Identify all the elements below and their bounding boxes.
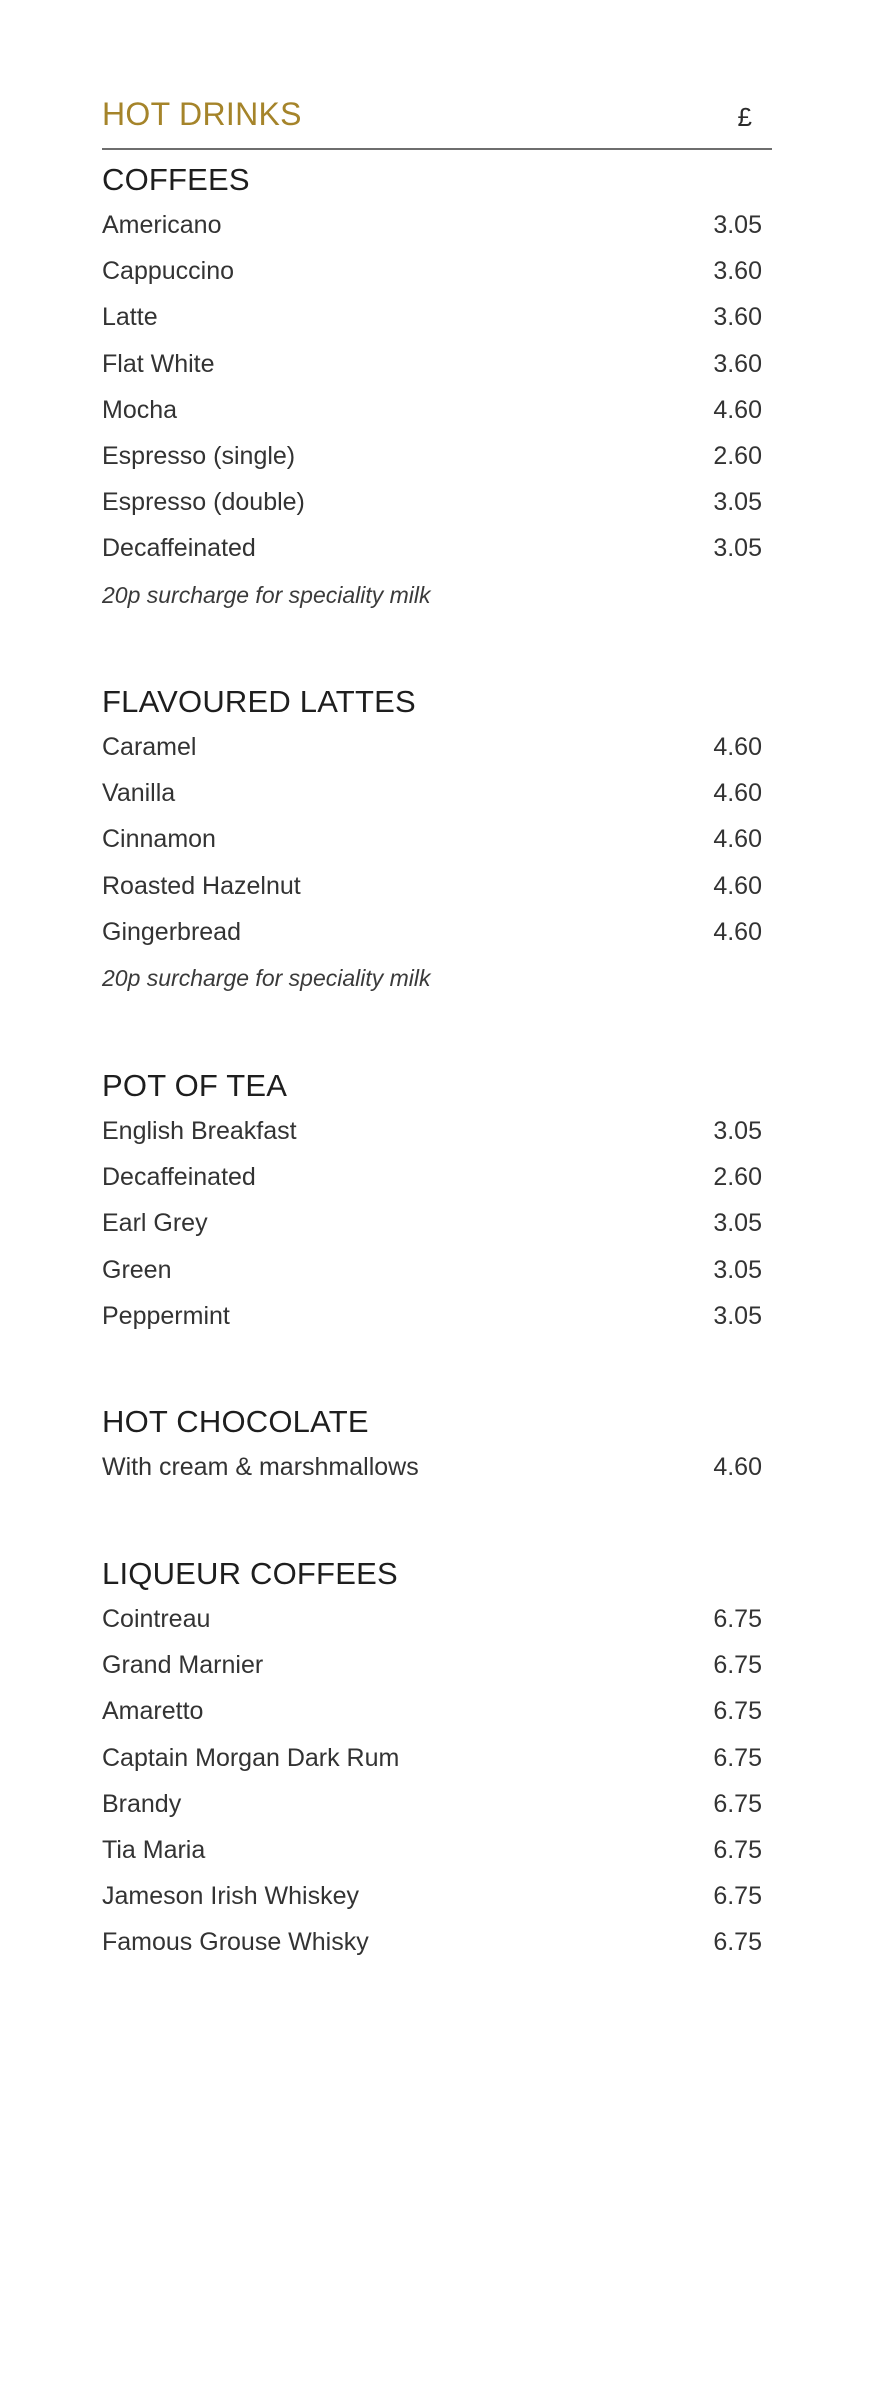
item-price: 6.75 — [713, 1697, 762, 1726]
item-name: Amaretto — [102, 1697, 204, 1726]
item-price: 6.75 — [713, 1651, 762, 1680]
item-price: 3.05 — [713, 1255, 762, 1284]
item-name: Espresso (single) — [102, 441, 296, 470]
item-name: Decaffeinated — [102, 1163, 256, 1192]
menu-item — [102, 1154, 762, 1200]
item-name: With cream & marshmallows — [102, 1453, 419, 1481]
item-name: Tia Maria — [102, 1835, 206, 1864]
item-name: Flat White — [102, 349, 215, 378]
item-price: 6.75 — [713, 1835, 762, 1864]
menu-item — [102, 341, 762, 387]
item-price: 3.05 — [713, 1209, 762, 1238]
item-price: 2.60 — [713, 441, 762, 470]
item-name: Roasted Hazelnut — [102, 871, 301, 900]
item-price: 4.60 — [713, 1453, 762, 1481]
item-price: 4.60 — [713, 871, 762, 900]
section-coffees — [102, 158, 762, 618]
surcharge-note: 20p surcharge for speciality milk — [102, 964, 431, 991]
section-pot-of-tea — [102, 1064, 762, 1339]
item-name: Green — [102, 1255, 172, 1284]
menu-item — [102, 1596, 762, 1642]
item-name: Decaffeinated — [102, 534, 256, 563]
menu-item — [102, 1781, 762, 1827]
menu-title: HOT DRINKS — [102, 96, 302, 132]
item-price: 3.60 — [713, 349, 762, 378]
item-name: Mocha — [102, 395, 178, 424]
item-name: Espresso (double) — [102, 488, 305, 517]
menu-item — [102, 479, 762, 525]
item-price: 3.05 — [713, 534, 762, 563]
item-name: Peppermint — [102, 1301, 230, 1330]
menu-item — [102, 724, 762, 770]
menu-item — [102, 1293, 762, 1339]
item-name: Brandy — [102, 1789, 182, 1818]
item-price: 3.05 — [713, 211, 762, 239]
item-price: 6.75 — [713, 1743, 762, 1772]
menu-item — [102, 1642, 762, 1688]
item-price: 4.60 — [713, 917, 762, 946]
item-name: Cointreau — [102, 1605, 211, 1633]
section-hot-chocolate — [102, 1400, 762, 1490]
item-price: 4.60 — [713, 395, 762, 424]
item-price: 3.05 — [713, 1301, 762, 1330]
menu-item — [102, 909, 762, 955]
menu-item — [102, 1200, 762, 1246]
menu-item — [102, 294, 762, 340]
item-name: Caramel — [102, 733, 197, 761]
menu-item — [102, 202, 762, 248]
item-price: 3.60 — [713, 257, 762, 286]
menu-item — [102, 387, 762, 433]
menu-item — [102, 1827, 762, 1873]
item-name: Jameson Irish Whiskey — [102, 1882, 360, 1911]
item-name: Gingerbread — [102, 917, 241, 946]
item-name: Vanilla — [102, 779, 176, 808]
menu-item — [102, 863, 762, 909]
section-title: COFFEES — [102, 162, 250, 197]
item-price: 3.05 — [713, 1117, 762, 1145]
menu-item — [102, 433, 762, 479]
item-name: Cinnamon — [102, 825, 216, 854]
item-price: 4.60 — [713, 733, 762, 761]
section-title: LIQUEUR COFFEES — [102, 1556, 398, 1591]
menu-item — [102, 1444, 762, 1490]
menu-item — [102, 1873, 762, 1919]
item-price: 6.75 — [713, 1789, 762, 1818]
surcharge-note: 20p surcharge for speciality milk — [102, 581, 431, 608]
item-price: 6.75 — [713, 1882, 762, 1911]
menu-item — [102, 816, 762, 862]
section-liqueur-coffees — [102, 1552, 762, 1966]
item-price: 3.05 — [713, 488, 762, 517]
item-name: Cappuccino — [102, 257, 235, 286]
menu-item — [102, 770, 762, 816]
item-name: Grand Marnier — [102, 1651, 264, 1680]
menu-header — [102, 96, 772, 150]
item-price: 4.60 — [713, 779, 762, 808]
item-name: Americano — [102, 211, 222, 239]
item-name: Captain Morgan Dark Rum — [102, 1743, 400, 1772]
menu-item — [102, 1688, 762, 1734]
item-price: 2.60 — [713, 1163, 762, 1192]
section-title: POT OF TEA — [102, 1068, 288, 1103]
menu-item — [102, 248, 762, 294]
menu-item — [102, 1735, 762, 1781]
item-name: Earl Grey — [102, 1209, 208, 1238]
item-name: English Breakfast — [102, 1117, 297, 1145]
item-name: Famous Grouse Whisky — [102, 1928, 369, 1957]
item-price: 3.60 — [713, 303, 762, 332]
section-title: HOT CHOCOLATE — [102, 1404, 369, 1439]
menu-item — [102, 525, 762, 571]
currency-symbol: £ — [737, 102, 752, 132]
section-title: FLAVOURED LATTES — [102, 684, 416, 719]
menu-item — [102, 1247, 762, 1293]
item-price: 6.75 — [713, 1928, 762, 1957]
section-flavoured-lattes — [102, 680, 762, 1001]
item-price: 6.75 — [713, 1605, 762, 1633]
item-price: 4.60 — [713, 825, 762, 854]
menu-item — [102, 1919, 762, 1965]
menu-item — [102, 1108, 762, 1154]
item-name: Latte — [102, 303, 158, 332]
